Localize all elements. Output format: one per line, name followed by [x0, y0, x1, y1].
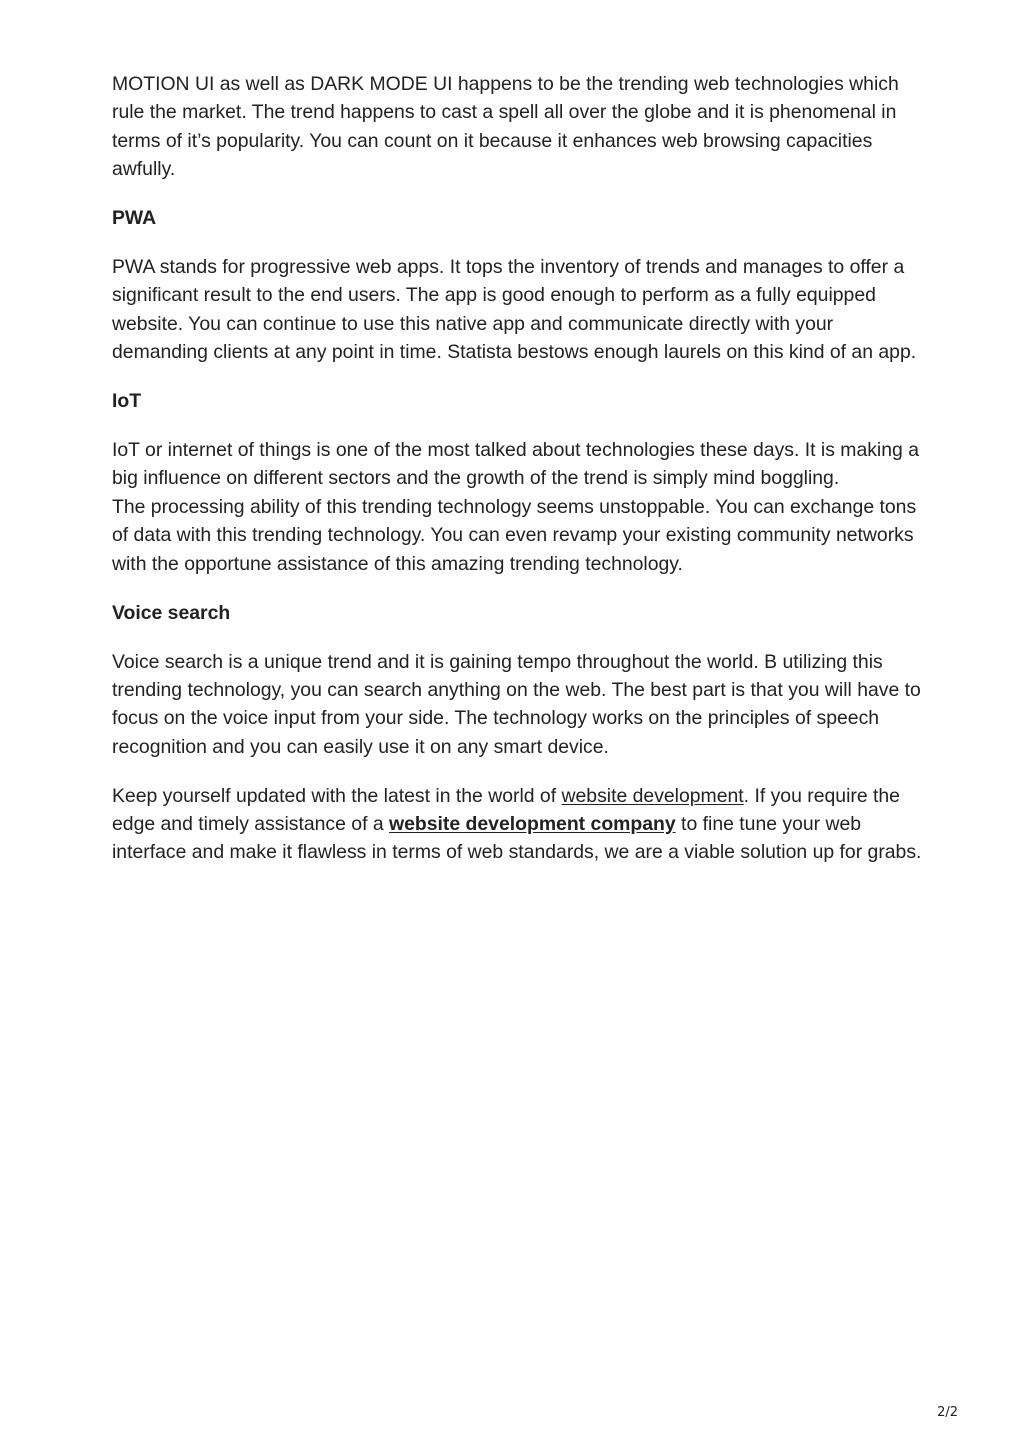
- intro-paragraph: MOTION UI as well as DARK MODE UI happens to be the trending web technologies which rule the market. The trend happens to cast a spell all over the globe and it is phenomenal in terms of it’s popularity. You can count on it because it enhances web browsing capacities awfully.: [112, 73, 899, 181]
- closing-text-before-link: Keep yourself updated with the latest in the world of: [112, 784, 562, 807]
- voice-search-paragraph: Voice search is a unique trend and it is gaining tempo throughout the world. B utilizing this trending technology, you can search anything on the web. The best part is that you will have to focus on the voice input from your side. The technology works on the principles of speech recognition and you can easily use it on any smart device.: [112, 650, 921, 758]
- iot-paragraph-1: IoT or internet of things is one of the most talked about technologies these days. It is making a big influence on different sectors and the growth of the trend is simply mind boggling.: [112, 439, 919, 490]
- closing-text-after-link: to fine tune your web interface and make it flawless in terms of web standards, we are a viable solution up for grabs.: [112, 813, 922, 864]
- closing-text-between-links: . If you require the edge and timely assistance of a: [112, 784, 900, 836]
- voice-search-heading: Voice search: [112, 601, 231, 624]
- page-number: 2/2: [937, 1405, 958, 1420]
- pwa-paragraph: PWA stands for progressive web apps. It tops the inventory of trends and manages to offer a significant result to the end users. The app is good enough to perform as a fully equipped website. You can continue to use this native app and communicate directly with your demanding clients at any point in time. Statista bestows enough laurels on this kind of an app.: [112, 256, 917, 364]
- pwa-heading: PWA: [112, 207, 157, 230]
- closing-paragraph: [112, 782, 924, 867]
- iot-paragraph-2: The processing ability of this trending technology seems unstoppable. You can exchange tons of data with this trending technology. You can even revamp your existing community networks with the opportune assistance of this amazing trending technology.: [112, 495, 917, 575]
- website-development-link[interactable]: website development: [561, 784, 744, 807]
- iot-heading: IoT: [112, 390, 142, 413]
- website-development-company-link[interactable]: website development company: [389, 813, 676, 836]
- document-body: [112, 70, 924, 887]
